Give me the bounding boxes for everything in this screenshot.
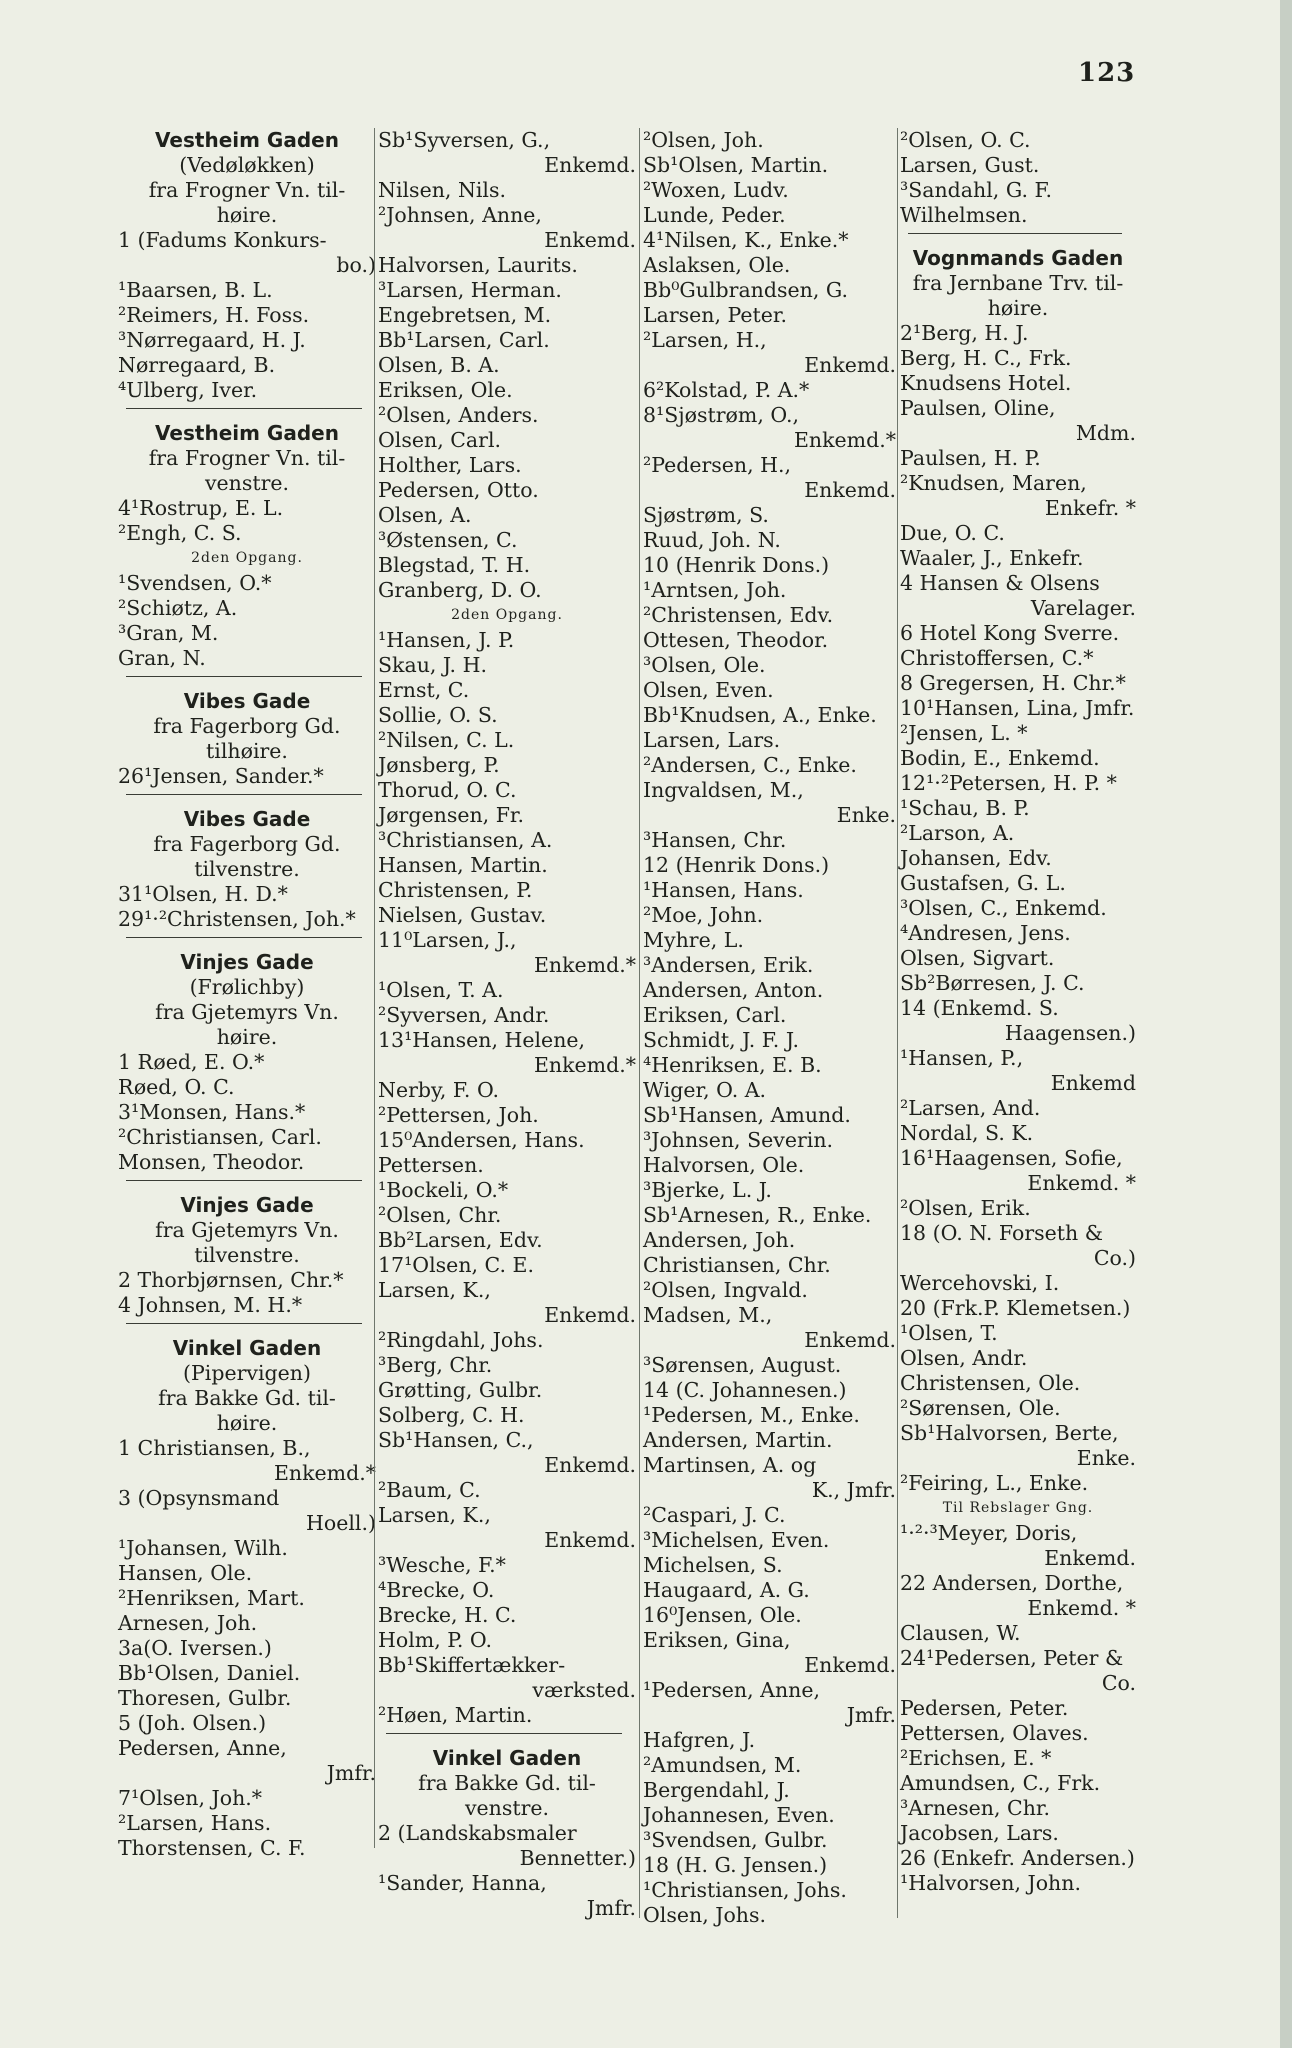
resident-line: 17¹Olsen, C. E. — [378, 1253, 535, 1277]
resident-line: 22 Andersen, Dorthe, — [900, 1571, 1124, 1595]
resident-line: Enkemd — [1050, 1071, 1136, 1095]
resident-line: Lunde, Peder. — [643, 203, 786, 227]
resident-line: 18 (O. N. Forseth & — [900, 1221, 1103, 1245]
resident-line: 18 (H. G. Jensen.) — [643, 1853, 828, 1877]
resident-line: Haugaard, A. G. — [643, 1578, 810, 1602]
resident-line: 11⁰Larsen, J., — [378, 928, 517, 952]
street-heading: Vestheim Gaden — [155, 128, 339, 152]
resident-line: Christensen, P. — [378, 878, 533, 902]
resident-line: Olsen, Carl. — [378, 428, 502, 452]
resident-line: 1 Christiansen, B., — [118, 1436, 311, 1460]
resident-line: Hoell.) — [306, 1511, 376, 1535]
resident-line: 3 (Opsynsmand — [118, 1486, 280, 1510]
street-direction: høire. — [216, 203, 278, 227]
column-4 — [900, 128, 1136, 1896]
resident-line: K., Jmfr. — [811, 1478, 896, 1502]
resident-line: ³Olsen, C., Enkemd. — [900, 896, 1107, 920]
resident-line: 16⁰Jensen, Ole. — [643, 1603, 802, 1627]
resident-line: Wilhelmsen. — [900, 203, 1028, 227]
resident-line: Co.) — [1093, 1246, 1136, 1270]
resident-line: ²Olsen, Anders. — [378, 403, 539, 427]
street-direction: høire. — [216, 1025, 278, 1049]
resident-line: 31¹Olsen, H. D.* — [118, 882, 288, 906]
resident-line: Enkemd. — [544, 1528, 636, 1552]
column-divider — [639, 128, 640, 1918]
resident-line: ²Pettersen, Joh. — [378, 1103, 539, 1127]
resident-line: Sb²Børresen, J. C. — [900, 971, 1085, 995]
resident-line: ¹Arntsen, Joh. — [643, 578, 787, 602]
resident-line: 12 (Henrik Dons.) — [643, 853, 830, 877]
resident-line: ¹Pedersen, M., Enke. — [643, 1403, 860, 1427]
resident-line: ³Wesche, F.* — [378, 1553, 506, 1577]
resident-line: ¹Olsen, T. — [900, 1321, 998, 1345]
resident-line: Ernst, C. — [378, 678, 470, 702]
resident-line: Sb¹Olsen, Martin. — [643, 153, 829, 177]
resident-line: Gran, N. — [118, 646, 206, 670]
resident-line: 1 Røed, E. O.* — [118, 1050, 265, 1074]
resident-line: ²Larsen, H., — [643, 328, 767, 352]
resident-line: Andersen, Martin. — [643, 1428, 833, 1452]
resident-line: ³Gran, M. — [118, 621, 219, 645]
resident-line: Eriksen, Ole. — [378, 378, 513, 402]
resident-line: 26¹Jensen, Sander.* — [118, 764, 324, 788]
resident-line: Sollie, O. S. — [378, 703, 498, 727]
resident-line: Enkefr. * — [1044, 496, 1136, 520]
street-direction: tilhøire. — [206, 739, 288, 763]
resident-line: 3¹Monsen, Hans.* — [118, 1100, 306, 1124]
resident-line: Christiansen, Chr. — [643, 1253, 831, 1277]
resident-line: Larsen, K., — [378, 1278, 491, 1302]
street-heading: Vestheim Gaden — [155, 421, 339, 445]
resident-line: Jmfr. — [326, 1761, 376, 1785]
resident-line: Nilsen, Nils. — [378, 178, 507, 202]
resident-line: Andersen, Anton. — [643, 978, 824, 1002]
resident-line: Olsen, A. — [378, 503, 472, 527]
resident-line: Blegstad, T. H. — [378, 553, 531, 577]
resident-line: Waaler, J., Enkefr. — [900, 546, 1084, 570]
resident-line: ²Andersen, C., Enke. — [643, 753, 857, 777]
resident-line: Eriksen, Gina, — [643, 1628, 791, 1652]
resident-line: Halvorsen, Ole. — [643, 1153, 805, 1177]
resident-line: Enkemd.* — [793, 428, 896, 452]
resident-line: ¹Hansen, Hans. — [643, 878, 804, 902]
resident-line: Thoresen, Gulbr. — [118, 1686, 292, 1710]
resident-line: Larsen, Peter. — [643, 303, 787, 327]
resident-line: ²Caspari, J. C. — [643, 1503, 786, 1527]
resident-line: 15⁰Andersen, Hans. — [378, 1128, 585, 1152]
resident-line: Enkemd.* — [273, 1461, 376, 1485]
resident-line: Wiger, O. A. — [643, 1078, 767, 1102]
section-rule — [126, 1323, 362, 1324]
resident-line: Olsen, Johs. — [643, 1903, 767, 1927]
resident-line: 14 (Enkemd. S. — [900, 996, 1059, 1020]
resident-line: ³Michelsen, Even. — [643, 1528, 830, 1552]
resident-line: ¹Svendsen, O.* — [118, 571, 272, 595]
entrance-note: 2den Opgang. — [191, 550, 303, 566]
resident-line: ²Pedersen, H., — [643, 453, 792, 477]
resident-line: Enkemd. — [544, 228, 636, 252]
resident-line: Enkemd.* — [533, 1053, 636, 1077]
resident-line: Enke. — [1076, 1446, 1136, 1470]
resident-line: Myhre, L. — [643, 928, 744, 952]
street-heading: Vibes Gade — [183, 689, 311, 713]
resident-line: ³Olsen, Ole. — [643, 653, 766, 677]
resident-line: 2¹Berg, H. J. — [900, 321, 1029, 345]
resident-line: Bergendahl, J. — [643, 1778, 790, 1802]
street-direction: tilvenstre. — [194, 857, 300, 881]
resident-line: 12¹·²Petersen, H. P. * — [900, 771, 1117, 795]
resident-line: ¹Halvorsen, John. — [900, 1871, 1081, 1895]
resident-line: ²Larsen, And. — [900, 1096, 1041, 1120]
street-direction: (Vedøløkken) — [179, 153, 315, 177]
resident-line: 10¹Hansen, Lina, Jmfr. — [900, 696, 1135, 720]
resident-line: Due, O. C. — [900, 521, 1005, 545]
street-direction: fra Bakke Gd. til- — [158, 1386, 336, 1410]
street-heading: Vinjes Gade — [180, 950, 314, 974]
resident-line: Pettersen, Olaves. — [900, 1721, 1089, 1745]
street-direction: fra Fagerborg Gd. — [153, 714, 341, 738]
resident-line: ¹Johansen, Wilh. — [118, 1536, 288, 1560]
resident-line: Røed, O. C. — [118, 1075, 235, 1099]
resident-line: Thorstensen, C. F. — [118, 1836, 306, 1860]
resident-line: Paulsen, Oline, — [900, 396, 1056, 420]
resident-line: 24¹Pedersen, Peter & — [900, 1646, 1124, 1670]
street-heading: Vibes Gade — [183, 807, 311, 831]
page-number: 123 — [1078, 58, 1136, 88]
resident-line: Enke. — [836, 803, 896, 827]
resident-line: ¹Christiansen, Johs. — [643, 1878, 847, 1902]
resident-line: Nørregaard, B. — [118, 353, 276, 377]
street-direction: fra Frogner Vn. til- — [148, 446, 346, 470]
resident-line: ²Olsen, Ingvald. — [643, 1278, 808, 1302]
resident-line: Bb²Larsen, Edv. — [378, 1228, 543, 1252]
resident-line: Hafgren, J. — [643, 1728, 756, 1752]
resident-line: Andersen, Joh. — [643, 1228, 796, 1252]
resident-line: Amundsen, C., Frk. — [900, 1771, 1101, 1795]
resident-line: ¹Schau, B. P. — [900, 796, 1030, 820]
resident-line: 13¹Hansen, Helene, — [378, 1028, 586, 1052]
resident-line: Knudsens Hotel. — [900, 371, 1072, 395]
resident-line: Halvorsen, Laurits. — [378, 253, 578, 277]
resident-line: Johansen, Edv. — [900, 846, 1052, 870]
resident-line: Sb¹Syversen, G., — [378, 128, 551, 152]
resident-line: ²Høen, Martin. — [378, 1703, 533, 1727]
resident-line: Enkemd. — [544, 1303, 636, 1327]
resident-line: Enkemd. * — [1027, 1171, 1136, 1195]
resident-line: Schmidt, J. F. J. — [643, 1028, 799, 1052]
street-direction: fra Bakke Gd. til- — [418, 1771, 596, 1795]
street-heading: Vinkel Gaden — [172, 1336, 322, 1360]
resident-line: Nielsen, Gustav. — [378, 903, 547, 927]
resident-line: 14 (C. Johannesen.) — [643, 1378, 847, 1402]
street-direction: fra Gjetemyrs Vn. — [155, 1000, 339, 1024]
resident-line: Enkemd. — [804, 1328, 896, 1352]
resident-line: Eriksen, Carl. — [643, 1003, 787, 1027]
resident-line: Jmfr. — [586, 1896, 636, 1920]
resident-line: ¹Bockeli, O.* — [378, 1178, 509, 1202]
resident-line: ²Feiring, L., Enke. — [900, 1471, 1089, 1495]
section-rule — [126, 794, 362, 795]
resident-line: Thorud, O. C. — [378, 778, 517, 802]
resident-line: Ingvaldsen, M., — [643, 778, 804, 802]
street-direction: (Frølichby) — [189, 975, 305, 999]
resident-line: ¹Sander, Hanna, — [378, 1871, 547, 1895]
street-heading: Vinjes Gade — [180, 1193, 314, 1217]
resident-line: ¹Pedersen, Anne, — [643, 1678, 821, 1702]
resident-line: Skau, J. H. — [378, 653, 487, 677]
resident-line: Larsen, K., — [378, 1503, 491, 1527]
resident-line: 5 (Joh. Olsen.) — [118, 1711, 267, 1735]
street-direction: fra Frogner Vn. til- — [148, 178, 346, 202]
resident-line: Enkemd. — [1044, 1546, 1136, 1570]
section-rule — [126, 1180, 362, 1181]
street-direction: høire. — [216, 1411, 278, 1435]
resident-line: 4¹Nilsen, K., Enke.* — [643, 228, 849, 252]
resident-line: 4¹Rostrup, E. L. — [118, 496, 284, 520]
resident-line: ²Jensen, L. * — [900, 721, 1028, 745]
resident-line: ²Johnsen, Anne, — [378, 203, 542, 227]
resident-line: ²Olsen, Chr. — [378, 1203, 502, 1227]
resident-line: Bennetter.) — [519, 1846, 636, 1870]
resident-line: ²Engh, C. S. — [118, 521, 242, 545]
resident-line: ²Larsen, Hans. — [118, 1811, 272, 1835]
resident-line: ²Ringdahl, Johs. — [378, 1328, 544, 1352]
resident-line: ²Christiansen, Carl. — [118, 1125, 322, 1149]
resident-line: ²Woxen, Ludv. — [643, 178, 789, 202]
resident-line: Grøtting, Gulbr. — [378, 1378, 543, 1402]
resident-line: Bodin, E., Enkemd. — [900, 746, 1100, 770]
street-heading: Vinkel Gaden — [432, 1746, 582, 1770]
resident-line: Jacobsen, Lars. — [900, 1821, 1059, 1845]
street-direction: venstre. — [204, 471, 290, 495]
resident-line: Holther, Lars. — [378, 453, 522, 477]
resident-line: ³Johnsen, Severin. — [643, 1128, 834, 1152]
street-direction: (Pipervigen) — [183, 1361, 311, 1385]
resident-line: Johannesen, Even. — [643, 1803, 835, 1827]
resident-line: Pedersen, Peter. — [900, 1696, 1069, 1720]
resident-line: 4 Johnsen, M. H.* — [118, 1293, 303, 1317]
resident-line: Jønsberg, P. — [378, 753, 500, 777]
resident-line: Hansen, Ole. — [118, 1561, 253, 1585]
resident-line: ²Larson, A. — [900, 821, 1015, 845]
resident-line: Berg, H. C., Frk. — [900, 346, 1072, 370]
resident-line: Arnesen, Joh. — [118, 1611, 258, 1635]
street-direction: tilvenstre. — [194, 1243, 300, 1267]
resident-line: Sb¹Hansen, Amund. — [643, 1103, 851, 1127]
resident-line: Granberg, D. O. — [378, 578, 542, 602]
resident-line: ³Østensen, C. — [378, 528, 518, 552]
resident-line: ⁴Andresen, Jens. — [900, 921, 1071, 945]
column-2 — [378, 128, 636, 1921]
resident-line: ³Christiansen, A. — [378, 828, 553, 852]
resident-line: Enkemd. — [804, 1653, 896, 1677]
resident-line: Enkemd. — [544, 1453, 636, 1477]
resident-line: ¹Hansen, J. P. — [378, 628, 515, 652]
column-divider — [897, 128, 898, 1918]
street-direction: fra Fagerborg Gd. — [153, 832, 341, 856]
resident-line: 2 Thorbjørnsen, Chr.* — [118, 1268, 344, 1292]
resident-line: ²Knudsen, Maren, — [900, 471, 1087, 495]
resident-line: Olsen, Andr. — [900, 1346, 1028, 1370]
resident-line: ²Nilsen, C. L. — [378, 728, 515, 752]
resident-line: Sb¹Arnesen, R., Enke. — [643, 1203, 872, 1227]
resident-line: 8 Gregersen, H. Chr.* — [900, 671, 1126, 695]
resident-line: Ottesen, Theodor. — [643, 628, 829, 652]
resident-line: 29¹·²Christensen, Joh.* — [118, 907, 356, 931]
street-direction: høire. — [987, 296, 1049, 320]
resident-line: Mdm. — [1075, 421, 1136, 445]
section-rule — [126, 408, 362, 409]
resident-line: Bb¹Skiffertækker- — [378, 1653, 566, 1677]
resident-line: ¹Hansen, P., — [900, 1046, 1024, 1070]
resident-line: 16¹Haagensen, Sofie, — [900, 1146, 1123, 1170]
resident-line: Larsen, Lars. — [643, 728, 781, 752]
resident-line: ³Larsen, Herman. — [378, 278, 562, 302]
resident-line: Bb¹Olsen, Daniel. — [118, 1661, 301, 1685]
resident-line: Christensen, Ole. — [900, 1371, 1081, 1395]
resident-line: Co. — [1101, 1671, 1136, 1695]
section-rule — [386, 1733, 622, 1734]
resident-line: ³Hansen, Chr. — [643, 828, 787, 852]
section-rule — [908, 233, 1122, 234]
resident-line: ²Olsen, Erik. — [900, 1196, 1031, 1220]
column-3 — [643, 128, 896, 1928]
resident-line: 26 (Enkefr. Andersen.) — [900, 1846, 1135, 1870]
resident-line: Enkemd.* — [533, 953, 636, 977]
resident-line: Enkemd. — [544, 153, 636, 177]
column-1 — [118, 128, 376, 1861]
entrance-note: Til Rebslager Gng. — [942, 1500, 1094, 1516]
resident-line: 8¹Sjøstrøm, O., — [643, 403, 800, 427]
street-direction: venstre. — [464, 1796, 550, 1820]
resident-line: Hansen, Martin. — [378, 853, 548, 877]
resident-line: ⁴Henriksen, E. B. — [643, 1053, 822, 1077]
resident-line: Solberg, C. H. — [378, 1403, 525, 1427]
resident-line: 10 (Henrik Dons.) — [643, 553, 830, 577]
resident-line: Jmfr. — [846, 1703, 896, 1727]
resident-line: Nordal, S. K. — [900, 1121, 1034, 1145]
resident-line: ⁴Brecke, O. — [378, 1578, 495, 1602]
resident-line: 7¹Olsen, Joh.* — [118, 1786, 263, 1810]
street-direction: fra Gjetemyrs Vn. — [155, 1218, 339, 1242]
resident-line: ³Bjerke, L. J. — [643, 1178, 772, 1202]
resident-line: ²Amundsen, M. — [643, 1753, 802, 1777]
resident-line: Pettersen. — [378, 1153, 484, 1177]
street-heading: Vognmands Gaden — [912, 246, 1124, 270]
resident-line: Enkemd. * — [1027, 1596, 1136, 1620]
resident-line: 2 (Landskabsmaler — [378, 1821, 577, 1845]
resident-line: Nerby, F. O. — [378, 1078, 500, 1102]
resident-line: ³Sørensen, August. — [643, 1353, 842, 1377]
resident-line: Christoffersen, C.* — [900, 646, 1094, 670]
column-divider — [374, 128, 375, 1848]
resident-line: ³Svendsen, Gulbr. — [643, 1828, 828, 1852]
resident-line: Bb⁰Gulbrandsen, G. — [643, 278, 849, 302]
resident-line: ³Nørregaard, H. J. — [118, 328, 306, 352]
resident-line: ¹·²·³Meyer, Doris, — [900, 1521, 1078, 1545]
resident-line: 6 Hotel Kong Sverre. — [900, 621, 1120, 645]
resident-line: ⁴Ulberg, Iver. — [118, 378, 258, 402]
resident-line: Ruud, Joh. N. — [643, 528, 781, 552]
resident-line: ²Henriksen, Mart. — [118, 1586, 305, 1610]
resident-line: Enkemd. — [804, 478, 896, 502]
resident-line: 6²Kolstad, P. A.* — [643, 378, 810, 402]
resident-line: ²Olsen, O. C. — [900, 128, 1031, 152]
resident-line: Sb¹Halvorsen, Berte, — [900, 1421, 1119, 1445]
resident-line: Holm, P. O. — [378, 1628, 493, 1652]
resident-line: ²Christensen, Edv. — [643, 603, 834, 627]
resident-line: Bb¹Knudsen, A., Enke. — [643, 703, 877, 727]
resident-line: Larsen, Gust. — [900, 153, 1040, 177]
section-rule — [126, 676, 362, 677]
resident-line: ³Arnesen, Chr. — [900, 1796, 1050, 1820]
resident-line: 3a(O. Iversen.) — [118, 1636, 272, 1660]
resident-line: Haagensen.) — [1004, 1021, 1136, 1045]
resident-line: Michelsen, S. — [643, 1553, 783, 1577]
resident-line: Olsen, Sigvart. — [900, 946, 1055, 970]
resident-line: ²Moe, John. — [643, 903, 764, 927]
resident-line: Varelager. — [1030, 596, 1136, 620]
resident-line: 20 (Frk.P. Klemetsen.) — [900, 1296, 1131, 1320]
resident-line: Bb¹Larsen, Carl. — [378, 328, 550, 352]
resident-line: ³Sandahl, G. F. — [900, 178, 1053, 202]
entrance-note: 2den Opgang. — [451, 607, 563, 623]
resident-line: Sjøstrøm, S. — [643, 503, 769, 527]
resident-line: Gustafsen, G. L. — [900, 871, 1066, 895]
resident-line: ²Olsen, Joh. — [643, 128, 764, 152]
section-rule — [126, 937, 362, 938]
resident-line: Jørgensen, Fr. — [378, 803, 524, 827]
street-direction: fra Jernbane Trv. til- — [912, 271, 1124, 295]
resident-line: Martinsen, A. og — [643, 1453, 817, 1477]
resident-line: Olsen, Even. — [643, 678, 774, 702]
resident-line: værksted. — [532, 1678, 636, 1702]
resident-line: Pedersen, Otto. — [378, 478, 539, 502]
resident-line: ²Sørensen, Ole. — [900, 1396, 1061, 1420]
resident-line: ³Andersen, Erik. — [643, 953, 814, 977]
resident-line: 4 Hansen & Olsens — [900, 571, 1100, 595]
resident-line: Engebretsen, M. — [378, 303, 552, 327]
resident-line: bo.) — [336, 253, 376, 277]
resident-line: ³Berg, Chr. — [378, 1353, 493, 1377]
resident-line: ¹Olsen, T. A. — [378, 978, 504, 1002]
resident-line: 1 (Fadums Konkurs- — [118, 228, 327, 252]
resident-line: ²Erichsen, E. * — [900, 1746, 1052, 1770]
resident-line: Pedersen, Anne, — [118, 1736, 287, 1760]
resident-line: ¹Baarsen, B. L. — [118, 278, 273, 302]
resident-line: Olsen, B. A. — [378, 353, 500, 377]
resident-line: Monsen, Theodor. — [118, 1150, 305, 1174]
resident-line: Brecke, H. C. — [378, 1603, 517, 1627]
resident-line: Clausen, W. — [900, 1621, 1021, 1645]
resident-line: Aslaksen, Ole. — [643, 253, 791, 277]
resident-line: Wercehovski, I. — [900, 1271, 1060, 1295]
resident-line: ²Baum, C. — [378, 1478, 481, 1502]
resident-line: Paulsen, H. P. — [900, 446, 1041, 470]
resident-line: Enkemd. — [804, 353, 896, 377]
resident-line: ²Schiøtz, A. — [118, 596, 238, 620]
resident-line: ²Syversen, Andr. — [378, 1003, 550, 1027]
resident-line: Madsen, M., — [643, 1303, 773, 1327]
resident-line: Sb¹Hansen, C., — [378, 1428, 534, 1452]
resident-line: ²Reimers, H. Foss. — [118, 303, 310, 327]
